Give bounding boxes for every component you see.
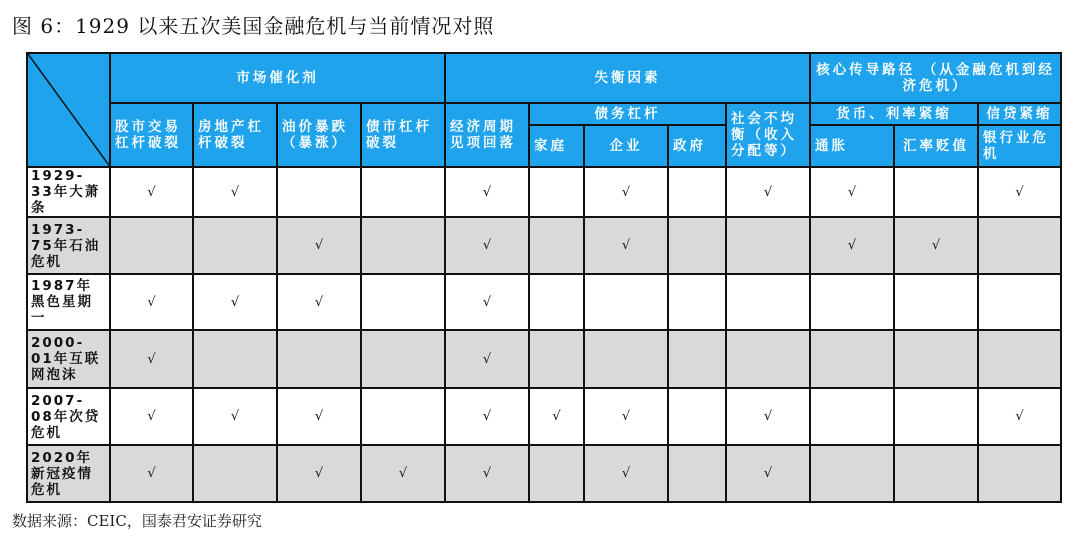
check-mark: √ — [230, 294, 240, 310]
check-mark: √ — [147, 409, 156, 424]
check-mark: √ — [147, 184, 156, 200]
check-mark: √ — [230, 409, 240, 424]
check-mark: √ — [621, 238, 631, 253]
check-mark: √ — [763, 184, 773, 200]
check-mark: √ — [314, 466, 324, 481]
table-cell — [978, 217, 1061, 274]
table-cell — [810, 167, 894, 217]
table-cell — [978, 445, 1061, 502]
check-mark: √ — [621, 184, 631, 200]
table-cell — [584, 445, 668, 502]
check-mark: √ — [847, 238, 857, 253]
table-row — [27, 274, 1061, 330]
table-cell — [277, 274, 361, 330]
group-market-catalyst: 市场催化剂 — [110, 53, 445, 103]
check-mark: √ — [147, 294, 156, 310]
col-header-5: 家庭 — [529, 125, 584, 167]
table-cell — [894, 217, 978, 274]
check-mark: √ — [763, 466, 773, 481]
table-cell — [978, 167, 1061, 217]
table-cell — [978, 330, 1061, 388]
table-cell — [529, 217, 584, 274]
col-header-10: 汇率贬值 — [894, 125, 978, 167]
col-header-4: 经济周期见项回落 — [445, 103, 529, 167]
check-mark: √ — [398, 466, 408, 481]
check-mark: √ — [482, 184, 492, 200]
table-cell — [810, 330, 894, 388]
table-row — [27, 217, 1061, 274]
check-mark: √ — [847, 184, 857, 200]
table-cell — [110, 330, 193, 388]
group-monetary-tightening: 货币、利率紧缩 — [810, 103, 978, 125]
table-row — [27, 445, 1061, 502]
table-cell — [445, 445, 529, 502]
data-source-note: 数据来源：CEIC，国泰君安证券研究 — [12, 512, 262, 530]
table-cell — [668, 388, 726, 445]
table-cell — [445, 388, 529, 445]
col-header-8: 社会不均衡（收入分配等） — [726, 103, 810, 167]
table-cell — [668, 217, 726, 274]
group-credit-tightening: 信贷紧缩 — [978, 103, 1061, 125]
table-cell — [193, 388, 277, 445]
table-cell — [110, 445, 193, 502]
table-row — [27, 330, 1061, 388]
table-cell — [277, 388, 361, 445]
table-cell — [668, 330, 726, 388]
table-cell — [529, 330, 584, 388]
table-cell — [584, 274, 668, 330]
diagonal-line — [28, 54, 110, 167]
check-mark: √ — [552, 409, 561, 424]
table-cell — [445, 274, 529, 330]
table-cell — [584, 167, 668, 217]
crisis-comparison-table — [26, 52, 1062, 503]
table-cell — [110, 388, 193, 445]
table-cell — [529, 445, 584, 502]
group-debt-leverage: 债务杠杆 — [529, 103, 726, 125]
row-label: 2007-08年次贷危机 — [27, 388, 110, 445]
check-mark: √ — [1015, 409, 1024, 424]
table-cell — [110, 274, 193, 330]
table-cell — [277, 330, 361, 388]
table-cell — [894, 167, 978, 217]
table-cell — [810, 274, 894, 330]
col-header-11: 银行业危机 — [978, 125, 1061, 167]
table-cell — [726, 445, 810, 502]
col-header-3: 债市杠杆破裂 — [361, 103, 445, 167]
table-cell — [726, 388, 810, 445]
table-cell — [584, 388, 668, 445]
check-mark: √ — [931, 238, 941, 253]
check-mark: √ — [230, 184, 240, 200]
col-header-0: 股市交易杠杆破裂 — [110, 103, 193, 167]
table-cell — [110, 167, 193, 217]
check-mark: √ — [147, 466, 156, 481]
check-mark: √ — [621, 466, 631, 481]
table-row — [27, 167, 1061, 217]
table-cell — [668, 445, 726, 502]
table-cell — [361, 445, 445, 502]
col-header-7: 政府 — [668, 125, 726, 167]
check-mark: √ — [482, 409, 492, 424]
check-mark: √ — [314, 409, 324, 424]
table-cell — [529, 167, 584, 217]
table-cell — [894, 274, 978, 330]
table-cell — [277, 445, 361, 502]
table-cell — [810, 445, 894, 502]
table-cell — [193, 445, 277, 502]
check-mark: √ — [147, 351, 156, 367]
table-cell — [445, 330, 529, 388]
table-cell — [361, 330, 445, 388]
check-mark: √ — [314, 238, 324, 253]
table-cell — [894, 445, 978, 502]
figure-title: 图 6：1929 以来五次美国金融危机与当前情况对照 — [12, 14, 495, 38]
table-cell — [584, 217, 668, 274]
table-cell — [361, 388, 445, 445]
table-cell — [193, 217, 277, 274]
table-row — [27, 388, 1061, 445]
corner-cell — [27, 53, 110, 167]
group-imbalance-factors: 失衡因素 — [445, 53, 810, 103]
table-cell — [726, 217, 810, 274]
check-mark: √ — [763, 409, 773, 424]
table-cell — [668, 274, 726, 330]
table-cell — [361, 167, 445, 217]
table-body — [27, 167, 1061, 502]
check-mark: √ — [482, 351, 492, 367]
table-cell — [668, 167, 726, 217]
col-header-1: 房地产杠杆破裂 — [193, 103, 277, 167]
table-cell — [978, 388, 1061, 445]
table-cell — [445, 217, 529, 274]
col-header-6: 企业 — [584, 125, 668, 167]
check-mark: √ — [482, 238, 492, 253]
table-cell — [193, 274, 277, 330]
table-cell — [193, 330, 277, 388]
table-cell — [110, 217, 193, 274]
table-cell — [810, 388, 894, 445]
table-cell — [584, 330, 668, 388]
table-cell — [529, 274, 584, 330]
row-label: 2020年新冠疫情危机 — [27, 445, 110, 502]
table-cell — [529, 388, 584, 445]
row-label: 1973-75年石油危机 — [27, 217, 110, 274]
check-mark: √ — [1015, 184, 1024, 200]
table-cell — [361, 274, 445, 330]
col-header-2: 油价暴跌（暴涨） — [277, 103, 361, 167]
table-cell — [361, 217, 445, 274]
table-cell — [726, 330, 810, 388]
row-label: 1987年黑色星期一 — [27, 274, 110, 330]
table-cell — [445, 167, 529, 217]
table-cell — [894, 330, 978, 388]
table-cell — [277, 217, 361, 274]
table-cell — [726, 274, 810, 330]
table-cell — [193, 167, 277, 217]
row-label: 1929-33年大萧条 — [27, 167, 110, 217]
table-cell — [894, 388, 978, 445]
table-cell — [978, 274, 1061, 330]
check-mark: √ — [314, 294, 324, 310]
check-mark: √ — [482, 466, 492, 481]
col-header-9: 通胀 — [810, 125, 894, 167]
row-label: 2000-01年互联网泡沫 — [27, 330, 110, 388]
group-transmission-path: 核心传导路径 （从金融危机到经济危机） — [810, 53, 1061, 103]
table-cell — [810, 217, 894, 274]
table-cell — [277, 167, 361, 217]
check-mark: √ — [482, 294, 492, 310]
table-cell — [726, 167, 810, 217]
check-mark: √ — [621, 409, 631, 424]
